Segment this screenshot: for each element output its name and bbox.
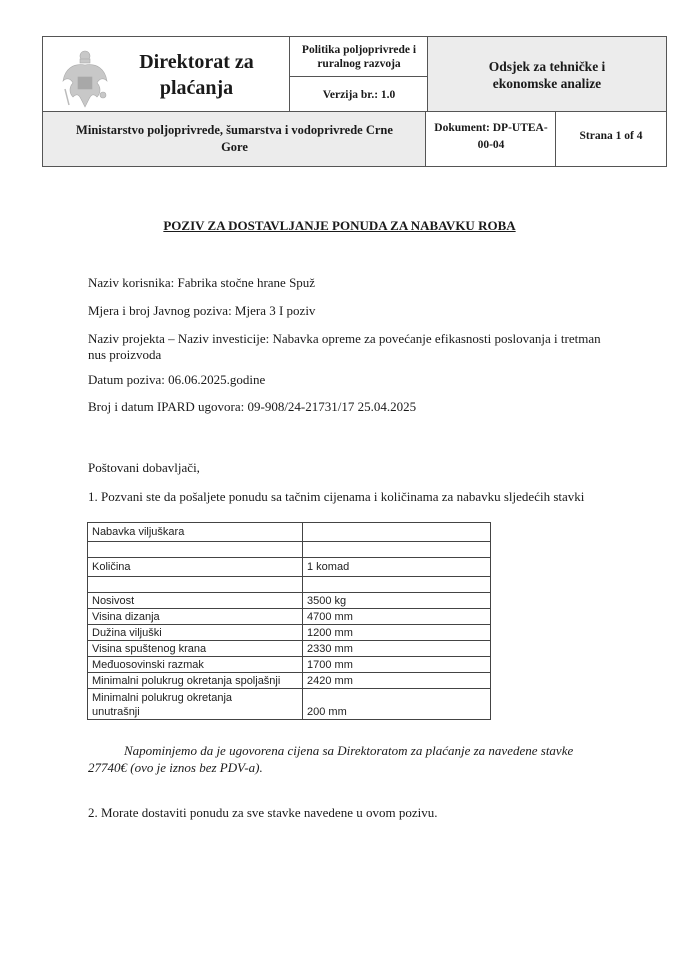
table-cell: Nabavka viljuškara <box>88 523 303 542</box>
item-1: 1. Pozvani ste da pošaljete ponudu sa tačnim cijenama i količinama za nabavku sljedećih stavki <box>88 489 585 504</box>
table-cell: Dužina viljuški <box>88 625 303 641</box>
document-title: POZIV ZA DOSTAVLJANJE PONUDA ZA NABAVKU ROBA <box>163 218 516 233</box>
price-note-line2: 27740€ (ovo je iznos bez PDV-a). <box>88 760 263 775</box>
table-cell <box>303 542 491 558</box>
ministry-line1: Ministarstvo poljoprivrede, šumarstva i vodoprivrede Crne <box>76 123 393 137</box>
table-cell: 1700 mm <box>303 657 491 673</box>
table-row <box>88 609 491 625</box>
greeting: Poštovani dobavljači, <box>88 460 200 475</box>
table-row <box>88 673 491 689</box>
table-cell: 1200 mm <box>303 625 491 641</box>
table-row <box>88 625 491 641</box>
table-row <box>88 657 491 673</box>
table-row <box>88 558 491 577</box>
version-cell <box>289 76 429 113</box>
table-cell: 1 komad <box>303 558 491 577</box>
table-cell: Visina dizanja <box>88 609 303 625</box>
field-project-cont: nus proizvoda <box>88 347 162 362</box>
table-cell: Međuosovinski razmak <box>88 657 303 673</box>
table-row <box>88 523 491 542</box>
document-code-line1: Dokument: DP-UTEA- <box>434 122 548 134</box>
policy-line2: ruralnog razvoja <box>317 58 401 70</box>
table-cell: 4700 mm <box>303 609 491 625</box>
field-beneficiary: Naziv korisnika: Fabrika stočne hrane Spuž <box>88 275 316 290</box>
document-code-cell <box>425 111 557 167</box>
table-cell: 2420 mm <box>303 673 491 689</box>
field-measure: Mjera i broj Javnog poziva: Mjera 3 I poziv <box>88 303 316 318</box>
policy-line1: Politika poljoprivrede i <box>301 44 417 56</box>
montenegro-coat-of-arms-icon <box>59 49 111 113</box>
table-cell <box>88 542 303 558</box>
table-row <box>88 542 491 558</box>
table-cell: Količina <box>88 558 303 577</box>
table-row <box>88 689 491 720</box>
table-cell: 200 mm <box>303 689 491 720</box>
organization-name-line1: Direktorat za <box>139 50 254 73</box>
table-cell-line: unutrašnji <box>92 706 140 718</box>
table-row <box>88 577 491 593</box>
organization-cell <box>42 36 291 113</box>
item-2: 2. Morate dostaviti ponudu za sve stavke navedene u ovom pozivu. <box>88 805 438 820</box>
table-cell: 3500 kg <box>303 593 491 609</box>
field-ipard-contract: Broj i datum IPARD ugovora: 09-908/24-21731/17 25.04.2025 <box>88 399 417 414</box>
ministry-cell <box>42 111 427 167</box>
table-cell <box>303 577 491 593</box>
department-cell <box>427 36 667 113</box>
document-code-line2: 00-04 <box>477 139 505 151</box>
organization-name-line2: plaćanja <box>159 76 234 99</box>
department-line2: ekonomske analize <box>492 75 602 91</box>
table-cell: Minimalni polukrug okretanja spoljašnji <box>88 673 303 689</box>
specification-table <box>87 522 491 720</box>
page-number-cell <box>555 111 667 167</box>
ministry-line2: Gore <box>221 140 248 154</box>
table-cell <box>88 577 303 593</box>
table-cell <box>88 689 303 720</box>
table-row <box>88 641 491 657</box>
policy-cell <box>289 36 429 78</box>
version-label: Verzija br.: 1.0 <box>322 88 396 101</box>
department-line1: Odsjek za tehničke i <box>488 58 606 74</box>
price-note-line1: Napominjemo da je ugovorena cijena sa Direktoratom za plaćanje za navedene stavke <box>124 743 574 758</box>
table-cell: Visina spuštenog krana <box>88 641 303 657</box>
price-note <box>88 742 660 776</box>
table-cell <box>303 523 491 542</box>
page-number: Strana 1 of 4 <box>579 130 643 142</box>
table-row <box>88 593 491 609</box>
table-cell: Nosivost <box>88 593 303 609</box>
field-date: Datum poziva: 06.06.2025.godine <box>88 372 266 387</box>
table-cell-line: Minimalni polukrug okretanja <box>92 692 233 704</box>
field-project: Naziv projekta – Naziv investicije: Nabavka opreme za povećanje efikasnosti poslovanja i tretman <box>88 331 601 346</box>
table-cell: 2330 mm <box>303 641 491 657</box>
